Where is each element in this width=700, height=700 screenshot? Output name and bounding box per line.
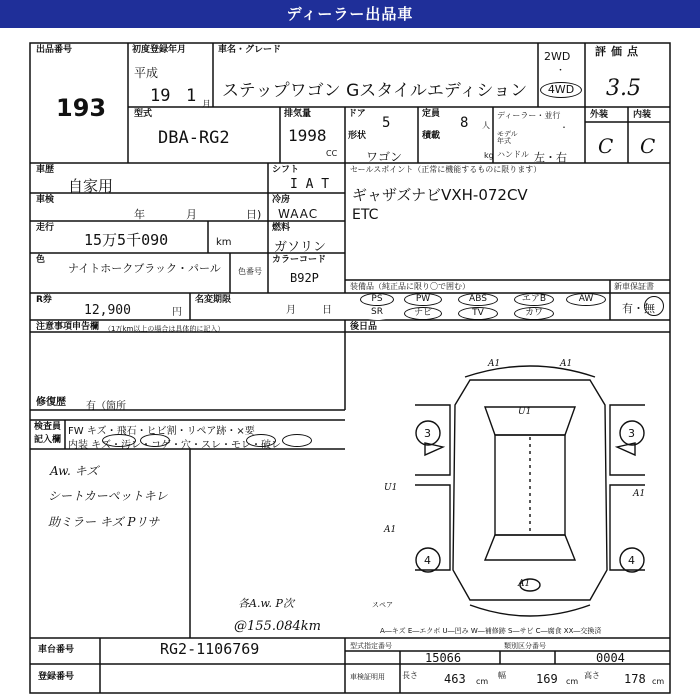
- equipment-item: ナビ: [404, 307, 442, 320]
- aircon-value: WAAC: [278, 207, 319, 221]
- sales-points-line1: ギャザズナビVXH-072CV: [352, 186, 528, 204]
- diagram-spare-label: スペア: [372, 601, 393, 609]
- diagram-mark-front-right: A1: [560, 359, 573, 369]
- chassis-value: RG2-1106769: [160, 640, 260, 658]
- mileage-label: 走行: [36, 223, 55, 233]
- diagram-legend: A―キズ E―エクボ U―凹み W―補修跡 S―サビ C―腐食 XX―交換済: [380, 627, 602, 635]
- handwritten-line2: シートカーペットキレ: [48, 489, 168, 503]
- interior-label: 内装: [633, 110, 652, 120]
- dealer-label: ディーラー・並行: [497, 111, 561, 120]
- history-value: 自家用: [68, 177, 114, 195]
- load-unit: kg: [484, 151, 494, 160]
- fuel-label: 燃料: [272, 223, 291, 233]
- warranty-circle-mark: [644, 296, 664, 316]
- class-number-label: 類別区分番号: [504, 642, 546, 650]
- inspection-year: 年: [134, 208, 145, 221]
- inspector-circle-3: [246, 434, 276, 447]
- handle-value: 左・右: [534, 151, 567, 164]
- registration-year: 19: [150, 86, 171, 106]
- color-number-label: 色番号: [238, 267, 262, 276]
- handwritten-line3: 助ミラー キズ Pリサ: [48, 515, 160, 529]
- evaluation-score: 3.5: [606, 76, 641, 101]
- lot-number: 193: [56, 94, 107, 122]
- recycle-label: R券: [36, 295, 52, 305]
- shape-label: 形状: [348, 131, 367, 141]
- page-header: ディーラー出品車: [0, 0, 700, 28]
- equipment-item: PW: [404, 293, 442, 306]
- recycle-value: 12,900: [84, 303, 131, 318]
- diagram-mark-wheel-fr: 3: [628, 427, 635, 440]
- inspector-circle-4: [282, 434, 312, 447]
- equipment-item: ABS: [458, 293, 498, 306]
- diagram-mark-left-door: U1: [384, 483, 398, 493]
- equipment-label: 装備品（純正品に限り〇で囲む）: [350, 282, 470, 291]
- inspection-label: 車検: [36, 195, 55, 205]
- length-label: 長さ: [402, 671, 418, 680]
- inspector-label1: 検査員: [34, 422, 62, 432]
- width-value: 169: [536, 672, 558, 686]
- handwritten-line5: @155.084km: [234, 619, 321, 634]
- equipment-item: SR: [360, 307, 394, 320]
- diagram-mark-wheel-rr: 4: [628, 554, 635, 567]
- displacement-value: 1998: [288, 126, 327, 145]
- type-designation-value: 15066: [425, 651, 462, 665]
- length-value: 463: [444, 672, 466, 686]
- repair-value: 有（箇所: [86, 401, 126, 412]
- inspector-circle-2: [140, 434, 170, 447]
- displacement-unit: CC: [326, 149, 338, 158]
- drive-2wd: 2WD: [544, 50, 571, 63]
- capacity-value: 8: [460, 115, 469, 131]
- model-type-label: 型式: [134, 109, 153, 119]
- load-label: 積載: [422, 131, 441, 141]
- interior-grade: C: [640, 134, 656, 158]
- shift-label: シフト: [272, 165, 300, 175]
- mileage-value: 15万5千090: [84, 231, 169, 249]
- type-designation-label: 型式指定番号: [350, 642, 392, 650]
- inspector-circle-1: [102, 434, 136, 447]
- diagram-mark-wheel-fl: 3: [424, 427, 431, 440]
- dealer-dot: ・: [560, 123, 568, 132]
- model-name-value: ステップワゴン Gスタイルエディション: [222, 81, 528, 101]
- diagram-mark-wheel-rl: 4: [424, 554, 431, 567]
- diagram-mark-left-rear: A1: [384, 525, 397, 535]
- chassis-label: 車台番号: [38, 645, 75, 655]
- capacity-label: 定員: [422, 109, 441, 119]
- mileage-unit: km: [216, 237, 232, 248]
- drive-dot: ・: [556, 66, 566, 76]
- registration-number-label: 登録番号: [38, 672, 75, 682]
- fuel-value: ガソリン: [274, 240, 327, 255]
- model-year-label: モデル年式: [497, 130, 518, 145]
- color-label: 色: [36, 255, 46, 265]
- shift-value: I A T: [290, 177, 330, 192]
- history-label: 車歴: [36, 165, 55, 175]
- equipment-item: AW: [566, 293, 606, 306]
- recycle-unit: 円: [172, 307, 182, 318]
- inspector-row1: FW キズ・飛石・ヒビ割・リペア跡・×要: [68, 426, 255, 437]
- equipment-item: PS: [360, 293, 394, 306]
- inspector-label2: 記入欄: [34, 435, 62, 445]
- registration-label: 初度登録年月: [132, 45, 187, 55]
- handle-label: ハンドル: [497, 150, 529, 159]
- doors-value: 5: [382, 115, 391, 131]
- registration-era: 平成: [134, 66, 159, 80]
- warranty-label: 新車保証書: [614, 282, 654, 291]
- evaluation-label: 評価点: [595, 45, 643, 58]
- width-label: 幅: [498, 671, 506, 680]
- capacity-unit: 人: [482, 121, 490, 130]
- model-name-label: 車名・グレード: [218, 45, 282, 55]
- name-change-month: 月: [286, 305, 296, 316]
- height-label: 高さ: [584, 671, 600, 680]
- equipment-item: エアB: [514, 293, 554, 306]
- color-code-value: B92P: [290, 271, 319, 285]
- registration-month-unit: 月: [202, 100, 212, 110]
- displacement-label: 排気量: [284, 109, 312, 119]
- equipment-item: TV: [458, 307, 498, 320]
- drive-4wd-circled: 4WD: [540, 82, 582, 98]
- name-change-day: 日: [322, 305, 332, 316]
- exterior-label: 外装: [590, 110, 609, 120]
- color-code-label: カラーコード: [272, 255, 327, 265]
- dimensions-label: 車検証明用: [350, 673, 385, 681]
- diagram-mark-right-door: A1: [633, 489, 646, 499]
- diagram-mark-roof: U1: [518, 407, 532, 417]
- exterior-grade: C: [598, 134, 614, 158]
- after-fit-label: 後日品: [350, 322, 378, 332]
- width-unit: cm: [566, 677, 579, 686]
- doors-label: ドア: [348, 109, 366, 119]
- registration-month: 1: [186, 86, 197, 106]
- notes-sub: （1万km以上の場合は具体的に記入）: [104, 325, 225, 333]
- diagram-mark-rear: A1: [518, 579, 531, 589]
- name-change-label: 名変期限: [195, 295, 232, 305]
- sales-points-line2: ETC: [352, 207, 379, 223]
- handwritten-line1: Aw. キズ: [50, 464, 99, 478]
- notes-label: 注意事項申告欄: [36, 322, 100, 332]
- handwritten-line4: 各A.w. P次: [238, 597, 294, 610]
- aircon-label: 冷房: [272, 195, 291, 205]
- diagram-mark-front-left: A1: [488, 359, 501, 369]
- lot-label: 出品番号: [36, 45, 73, 55]
- repair-label: 修復歴: [36, 397, 66, 408]
- car-damage-diagram: [395, 355, 665, 635]
- shape-value: ワゴン: [366, 150, 403, 164]
- color-value: ナイトホークブラック・パール: [68, 262, 221, 275]
- height-unit: cm: [652, 677, 665, 686]
- equipment-item: カワ: [514, 307, 554, 320]
- model-type-value: DBA-RG2: [158, 128, 230, 148]
- inspection-day: 日): [246, 208, 262, 221]
- class-number-value: 0004: [596, 651, 625, 665]
- inspector-row2: 内装 キズ・汚レ・コゲ・穴・スレ・モレ・破レ: [68, 440, 281, 451]
- height-value: 178: [624, 672, 646, 686]
- inspection-month: 月: [186, 208, 197, 221]
- length-unit: cm: [476, 677, 489, 686]
- sales-points-label: セールスポイント（正常に機能するものに限ります）: [350, 165, 542, 174]
- warranty-value: 有・無: [622, 302, 655, 315]
